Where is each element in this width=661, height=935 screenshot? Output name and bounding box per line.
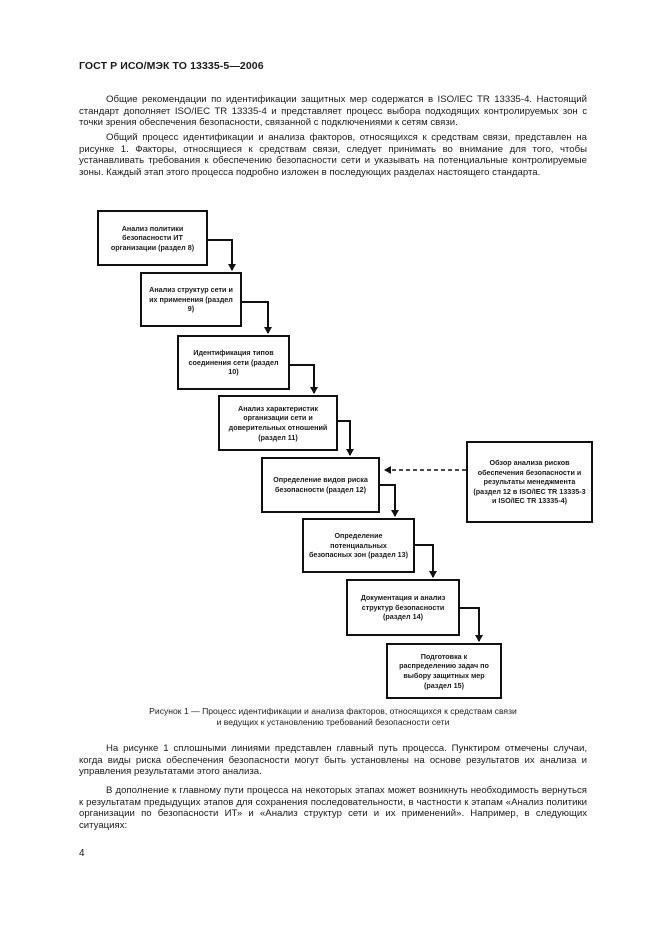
flow-step-5: Определение видов риска безопасности (раздел 12) [261, 457, 380, 513]
body-paragraph-2: В дополнение к главному пути процесса на некоторых этапах может возникнуть необходимость вернуться к результатам предыдущих этапов для сохранения последовательности, в частности к этапам «Анализ политики организации по безопасности ИТ» и «Анализ структур сети и их применений». Например, в следующих ситуациях: [79, 785, 587, 831]
connector-2-3 [242, 302, 268, 333]
body-paragraph-1: На рисунке 1 сплошными линиями представлен главный путь процесса. Пунктиром отмечены случаи, когда виды риска обеспечения безопасности могут быть установлены на основе результатов их анализа и управления результатами этого анализа. [79, 743, 587, 778]
flow-step-3: Идентификация типов соединения сети (раздел 10) [177, 335, 290, 390]
flow-step-7: Документация и анализ структур безопасности (раздел 14) [346, 579, 460, 636]
page-number: 4 [79, 848, 85, 859]
figure-caption-line-1: Рисунок 1 — Процесс идентификации и анализа факторов, относящихся к средствам связи [149, 706, 517, 716]
flow-step-1: Анализ политики безопасности ИТ организации (раздел 8) [97, 210, 208, 266]
flow-step-6: Определение потенциальных безопасных зон (раздел 13) [302, 518, 415, 573]
flow-step-4: Анализ характеристик организации сети и доверительных отношений (раздел 11) [218, 395, 338, 451]
connector-1-2 [208, 240, 232, 270]
figure-caption-line-2: и ведущих к установлению требований безопасности сети [216, 717, 450, 727]
figure-caption [79, 706, 587, 728]
connector-4-5 [338, 421, 350, 455]
connector-7-8 [460, 608, 479, 641]
flow-step-2: Анализ структур сети и их применения (раздел 9) [140, 272, 242, 327]
intro-paragraph-2: Общий процесс идентификации и анализа факторов, относящихся к средствам связи, представлен на рисунке 1. Факторы, относящиеся к средствам связи, следует принимать во внимание для того, чтобы устанавливать требования к обеспечению безопасности сети и указывать на потенциальные контролируемые зоны. Каждый этап этого процесса подробно изложен в последующих разделах настоящего стандарта. [79, 132, 587, 178]
risk-analysis-side-box: Обзор анализа рисков обеспечения безопасности и результаты менеджмента (раздел 12 в ISO/IEC TR 13335-3 и ISO/IEC TR 13335-4) [466, 441, 593, 523]
document-header: ГОСТ Р ИСО/МЭК ТО 13335-5—2006 [79, 60, 264, 72]
connector-5-6 [380, 485, 395, 516]
flow-step-8: Подготовка к распределению задач по выбору защитных мер (раздел 15) [386, 643, 502, 699]
intro-paragraph-1: Общие рекомендации по идентификации защитных мер содержатся в ISO/IEC TR 13335-4. Настоящий стандарт дополняет ISO/IEC TR 13335-4 и представляет процесс выбора подходящих контролируемых зон с точки зрения обеспечения безопасности, связанной с подключениями к сетям связи. [79, 94, 587, 129]
connector-6-7 [415, 545, 433, 577]
connector-3-4 [290, 365, 314, 393]
